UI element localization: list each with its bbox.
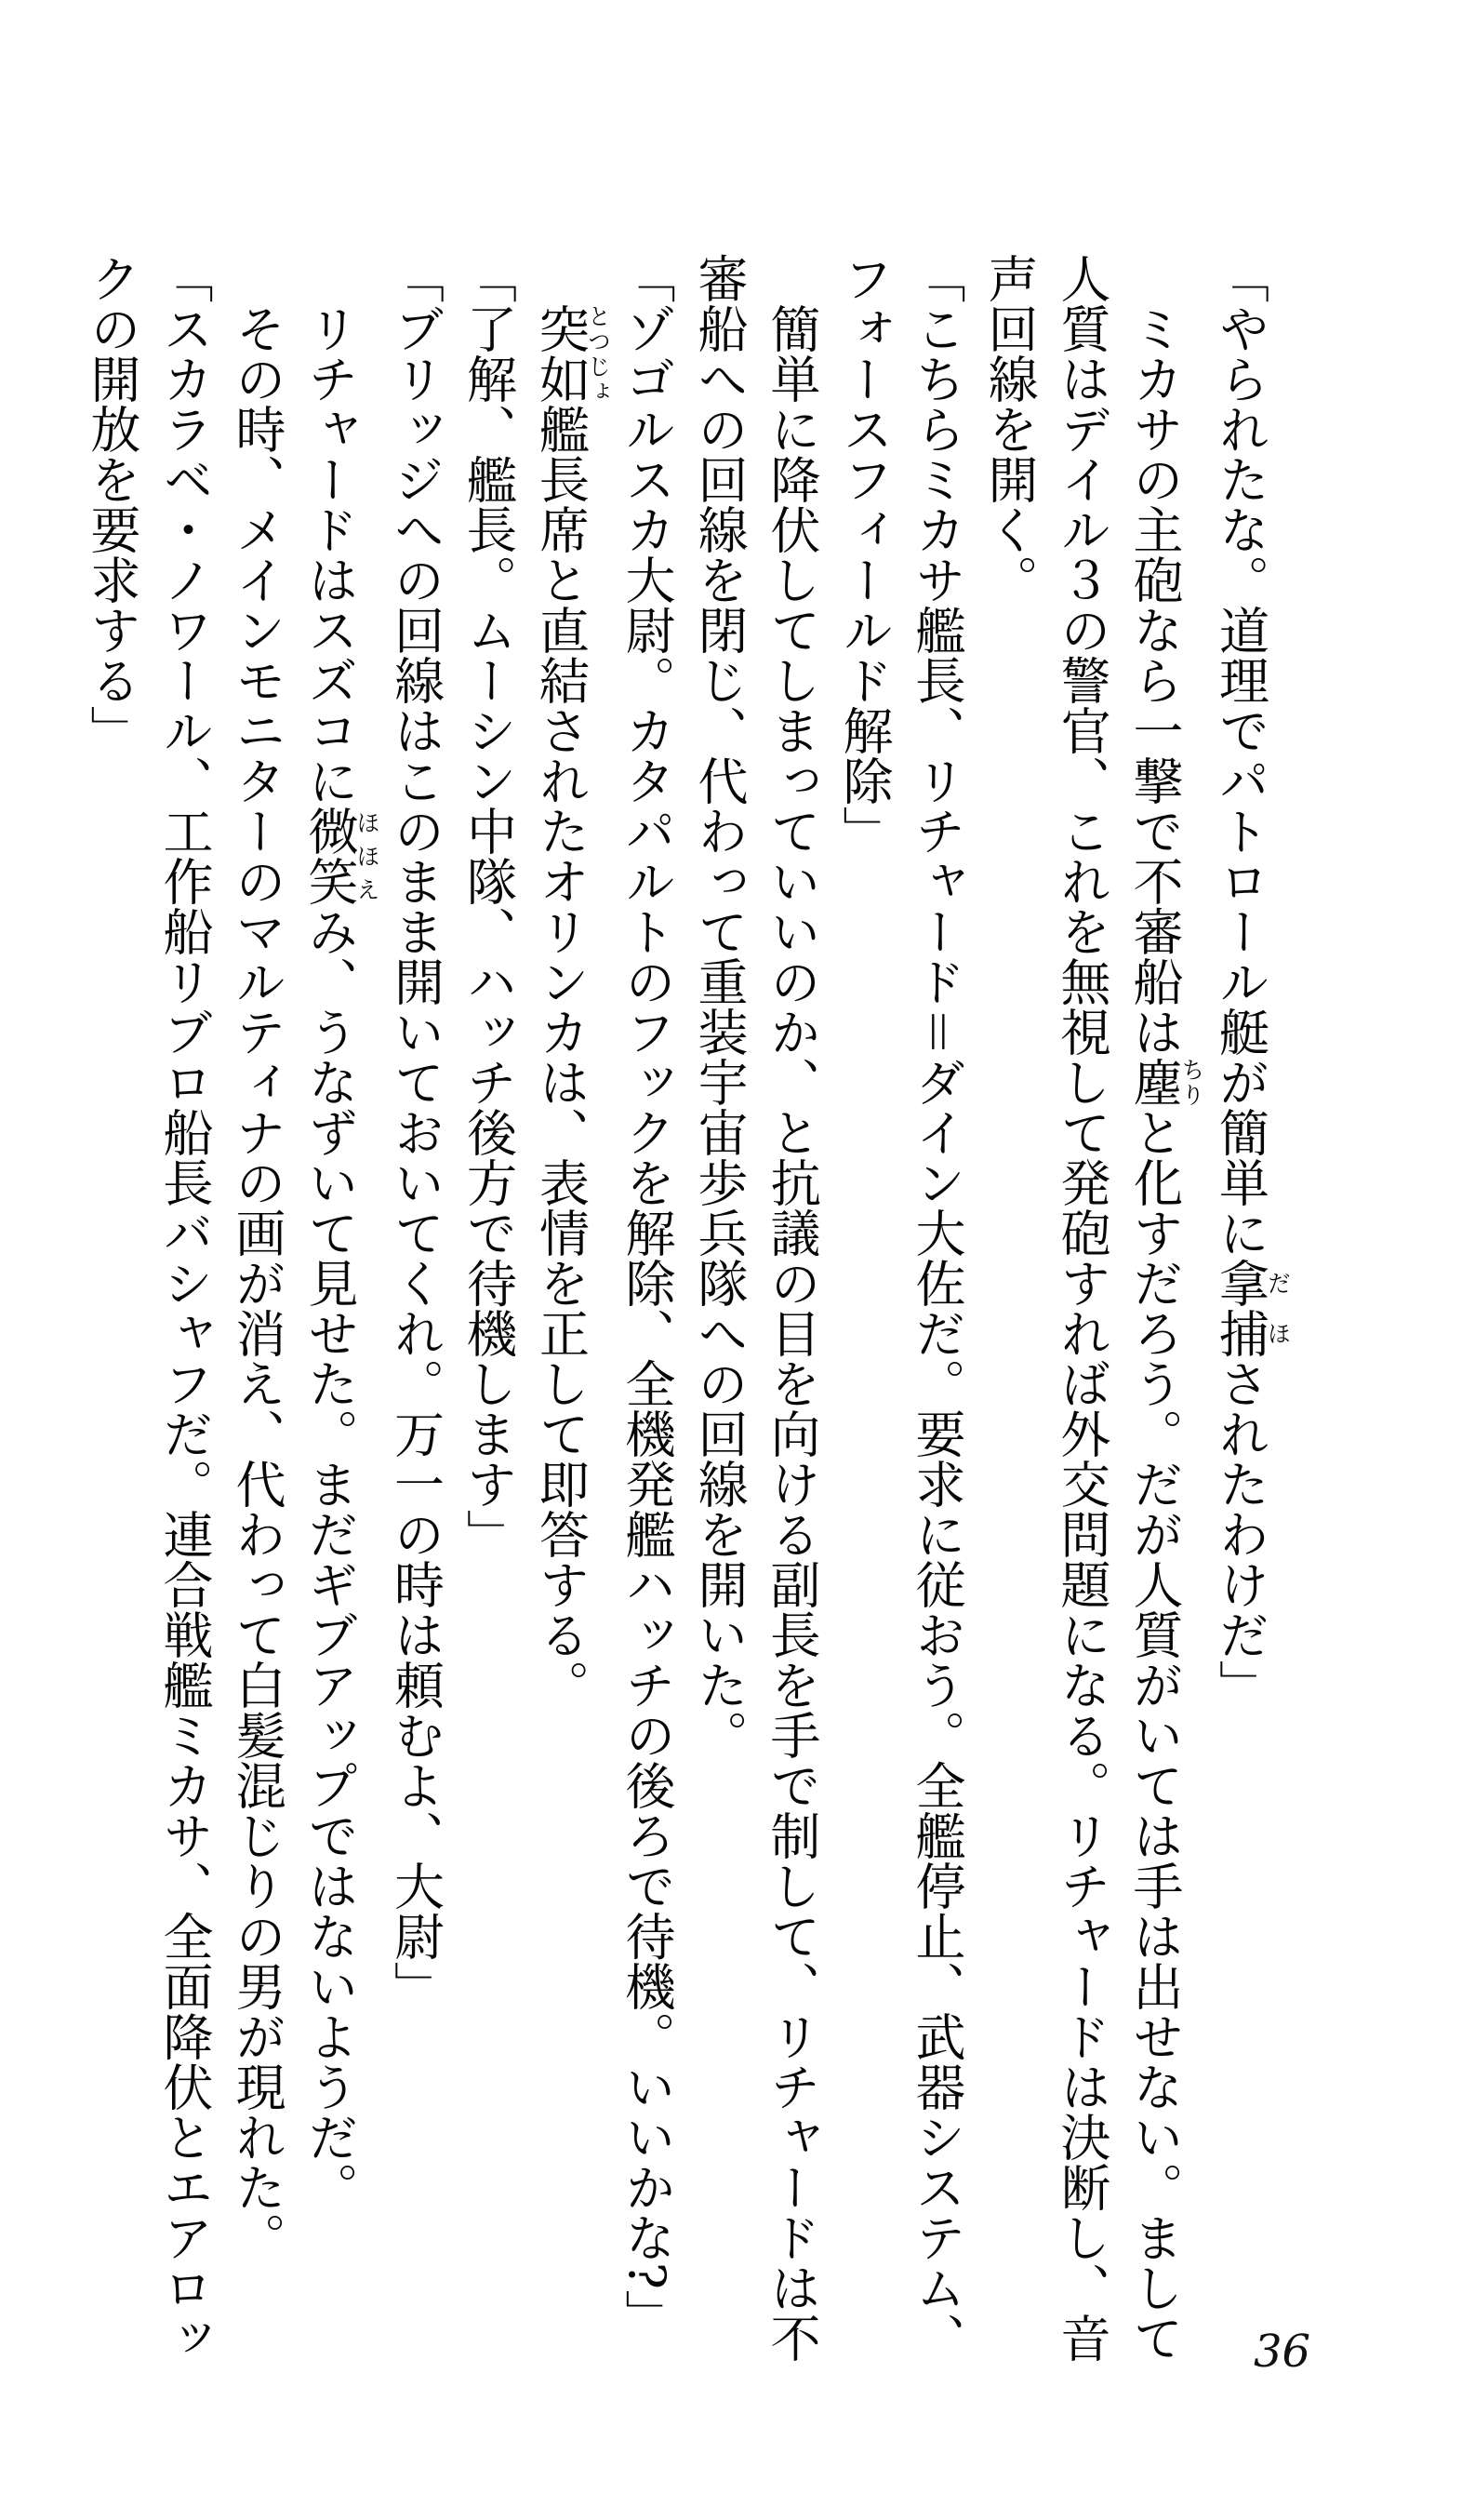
text-column-11: 「了解、艦長。ムーシン中隊、ハッチ後方で待機します」	[458, 253, 518, 1559]
text-column-5: 「こちらミカサ艦長、リチャード＝ダイン大佐だ。要求に従おう。全艦停止、武器システム、	[908, 253, 966, 2363]
ruby-annotated-word: 塵ちり	[1125, 1057, 1205, 1107]
ruby-annotated-word: 突如とつじょ	[531, 303, 612, 404]
text-column-3: 人質はデイル３の警官、これを無視して発砲すれば外交問題になる。リチャードは決断し、音	[1053, 253, 1111, 2363]
text-column-15: 「スカラベ・ノワール、工作船リブロ船長バシャフだ。連合戦艦ミカサ、全面降伏とエアロッ	[155, 253, 214, 2363]
ruby-annotated-word: 拿捕だほ	[1211, 1258, 1292, 1358]
text-column-14: その時、メインモニターのマルティナの画が消え、代わって白髪混じりの男が現れた。	[228, 303, 286, 2262]
text-column-12: 「ブリッジへの回線はこのまま開いておいてくれ。万一の時は頼むよ、大尉」	[386, 253, 445, 2011]
text-column-7: 簡単に降伏してしまっていいのか、と抗議の目を向ける副長を手で制して、リチャードは不	[763, 303, 821, 2363]
text-column-10: 突如とつじょ艦長席と直結されたオリンカは、表情を正して即答する。	[531, 303, 612, 1710]
text-column-6: フォースフィールド解除」	[835, 253, 894, 856]
text-column-13: リチャードはスズコに微笑ほほえみ、うなずいて見せた。まだギブアップではないようだ。	[300, 303, 380, 2212]
text-block	[75, 253, 1292, 2363]
text-column-4: 声回線を開く。	[980, 253, 1039, 605]
text-column-16: クの開放を要求する」	[83, 253, 141, 755]
text-column-8: 審船への回線を閉じ、代わって重装宇宙歩兵隊への回線を開いた。	[690, 253, 749, 1760]
text-column-9: 「ゾゴルスカ大尉。カタパルトのフックを解除、全機発艦ハッチの後ろで待機。いいかな?」	[618, 253, 676, 2340]
text-column-1: 「やられたな。道理でパトロール艇が簡単に拿捕だほされたわけだ」	[1211, 253, 1292, 1710]
page-number: 36	[1254, 2326, 1311, 2378]
ruby-annotated-word: 微笑ほほえ	[300, 806, 380, 906]
text-column-2: ミカサの主砲なら一撃で不審船は塵ちりと化すだろう。だが人質がいては手は出せない。まして	[1125, 303, 1205, 2363]
